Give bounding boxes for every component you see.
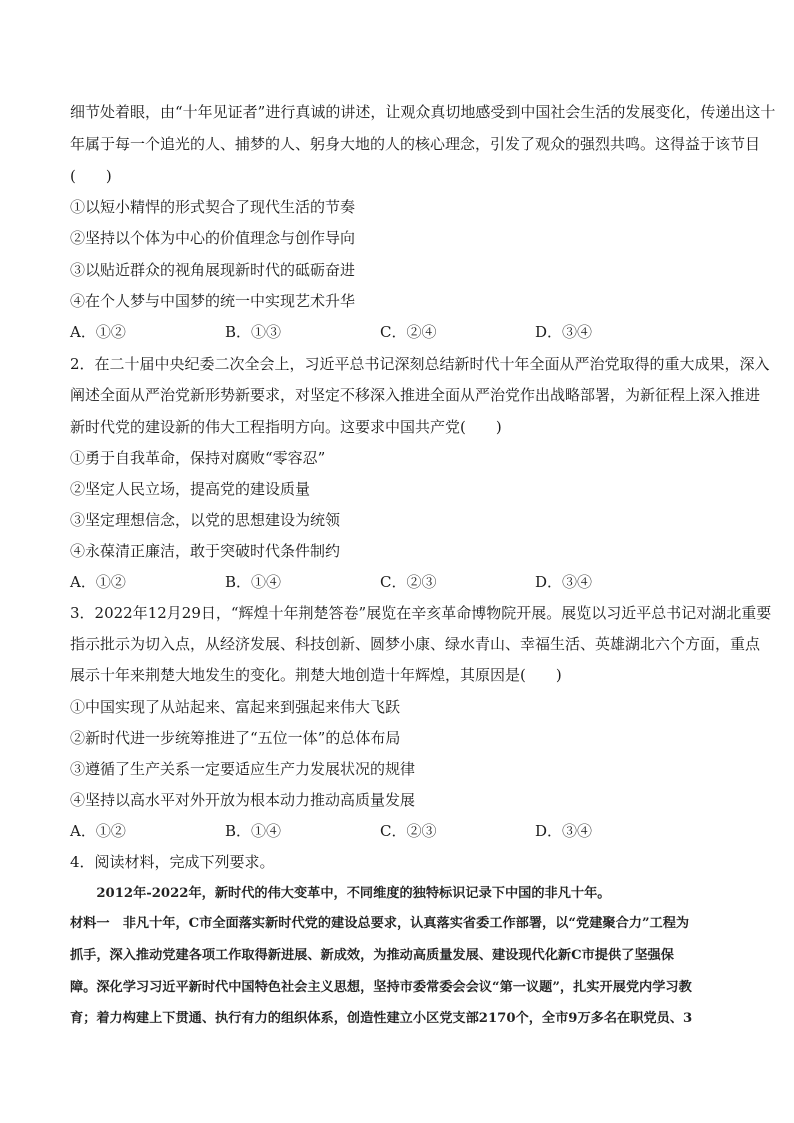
q2-text-line-1: 2．在二十届中央纪委二次全会上，习近平总书记深刻总结新时代十年全面从严治党取得的重大成果，深入	[70, 355, 770, 373]
q3-statement-4: ④坚持以高水平对外开放为根本动力推动高质量发展	[70, 791, 416, 809]
q3-text-line-2: 指示批示为切入点，从经济发展、科技创新、圆梦小康、绿水青山、幸福生活、英雄湖北六个方面，重点	[70, 635, 761, 653]
q1-statement-4: ④在个人梦与中国梦的统一中实现艺术升华	[70, 292, 356, 310]
q3-option-d[interactable]: D．③④	[535, 822, 593, 840]
q2-option-c[interactable]: C．②③	[380, 573, 437, 591]
q1-text-line-2: 年属于每一个追光的人、捕梦的人、躬身大地的人的核心理念，引发了观众的强烈共鸣。这得益于该节目	[70, 135, 761, 153]
q2-option-b[interactable]: B．①④	[225, 573, 282, 591]
q4-material-intro: 2012年-2022年，新时代的伟大变革中，不同维度的独特标识记录下中国的非凡十年。	[70, 886, 611, 901]
q1-answer-blank: ( )	[70, 167, 112, 185]
q4-material-line-1: 材料一 非凡十年，C市全面落实新时代党的建设总要求，认真落实省委工作部署，以“党建聚合力”工程为	[70, 916, 690, 931]
q4-material-line-4: 育；着力构建上下贯通、执行有力的组织体系，创造性建立小区党支部2170个，全市9万多名在职党员、3	[70, 1011, 693, 1026]
q1-option-c[interactable]: C．②④	[380, 323, 437, 341]
q1-options	[70, 322, 730, 342]
q2-text-line-2: 阐述全面从严治党新形势新要求，对坚定不移深入推进全面从严治党作出战略部署，为新征程上深入推进	[70, 386, 761, 404]
q3-option-c[interactable]: C．②③	[380, 822, 437, 840]
q2-statement-2: ②坚定人民立场，提高党的建设质量	[70, 480, 311, 498]
q1-statement-3: ③以贴近群众的视角展现新时代的砥砺奋进	[70, 261, 356, 279]
q4-material-line-3: 障。深化学习习近平新时代中国特色社会主义思想，坚持市委常委会会议“第一议题”，扎实开展党内学习教	[70, 980, 692, 995]
q2-option-a[interactable]: A．①②	[70, 573, 126, 591]
q1-statement-1: ①以短小精悍的形式契合了现代生活的节奏	[70, 198, 356, 216]
q1-option-a[interactable]: A．①②	[70, 323, 126, 341]
q3-option-b[interactable]: B．①④	[225, 822, 282, 840]
q1-option-b[interactable]: B．①③	[225, 323, 282, 341]
q2-options	[70, 572, 730, 592]
q3-statement-2: ②新时代进一步统筹推进了“五位一体”的总体布局	[70, 729, 401, 747]
q2-statement-1: ①勇于自我革命，保持对腐败“零容忍”	[70, 449, 326, 467]
q3-text-line-1: 3．2022年12月29日，“辉煌十年荆楚答卷”展览在辛亥革命博物院开展。展览以习近平总书记对湖北重要	[70, 604, 772, 622]
q2-option-d[interactable]: D．③④	[535, 573, 593, 591]
q3-options	[70, 821, 730, 841]
q1-statement-2: ②坚持以个体为中心的价值理念与创作导向	[70, 229, 356, 247]
q1-text-line-1: 细节处着眼，由“十年见证者”进行真诚的讲述，让观众真切地感受到中国社会生活的发展变化，传递出这十	[70, 103, 776, 121]
q3-statement-3: ③遵循了生产关系一定要适应生产力发展状况的规律	[70, 760, 416, 778]
q2-statement-3: ③坚定理想信念，以党的思想建设为统领	[70, 511, 341, 529]
q1-option-d[interactable]: D．③④	[535, 323, 593, 341]
q3-option-a[interactable]: A．①②	[70, 822, 126, 840]
q4-material-line-2: 抓手，深入推动党建各项工作取得新进展、新成效，为推动高质量发展、建设现代化新C市提供了坚强保	[70, 948, 674, 963]
q2-statement-4: ④永葆清正廉洁，敢于突破时代条件制约	[70, 542, 341, 560]
q2-text-line-3: 新时代党的建设新的伟大工程指明方向。这要求中国共产党( )	[70, 418, 502, 436]
q3-text-line-3: 展示十年来荆楚大地发生的变化。荆楚大地创造十年辉煌，其原因是( )	[70, 666, 562, 684]
q3-statement-1: ①中国实现了从站起来、富起来到强起来伟大飞跃	[70, 698, 401, 716]
q4-title: 4．阅读材料，完成下列要求。	[70, 853, 275, 871]
